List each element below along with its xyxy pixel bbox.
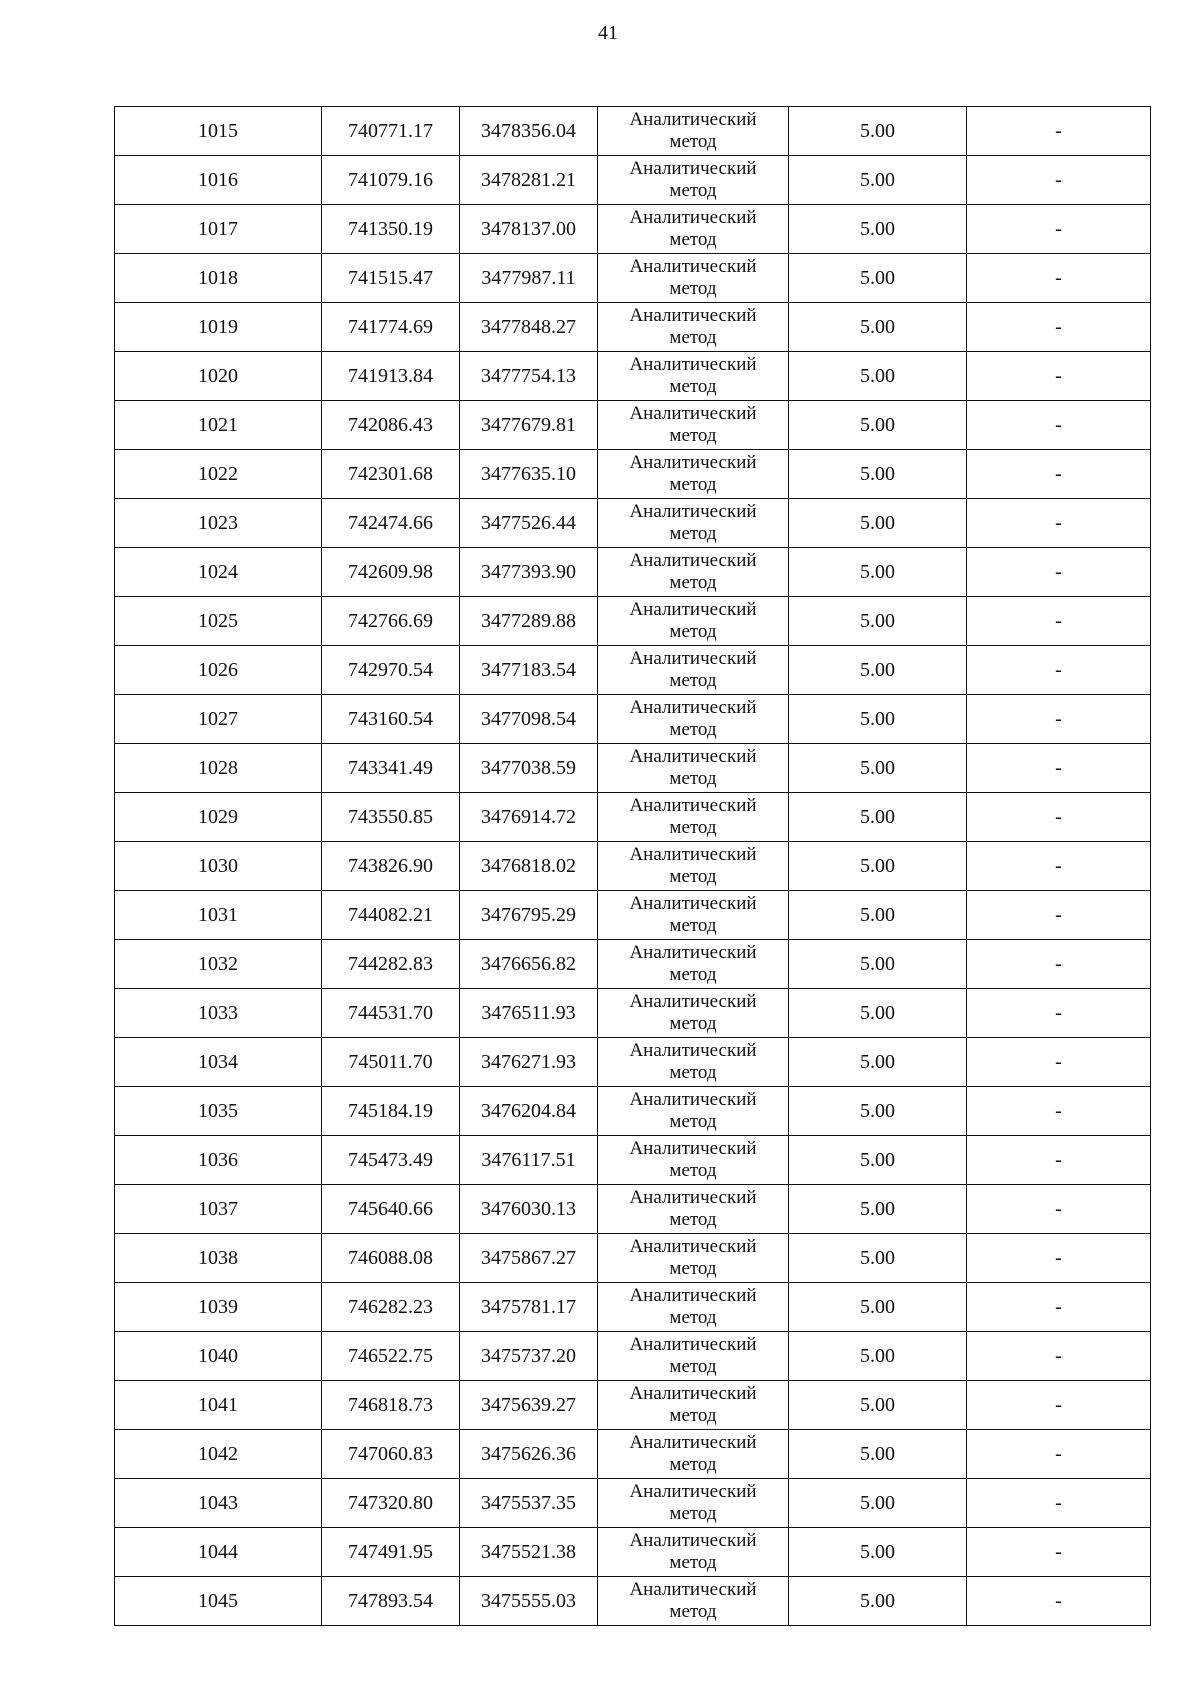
method-line-2: метод (669, 817, 717, 838)
note-cell: - (967, 205, 1151, 254)
note-cell: - (967, 303, 1151, 352)
method-line-2: метод (669, 1503, 717, 1524)
x-coordinate-cell: 746818.73 (322, 1381, 460, 1430)
method-cell (598, 1185, 789, 1234)
method-line-2: метод (669, 1552, 717, 1573)
note-cell: - (967, 1430, 1151, 1479)
method-line-2: метод (669, 180, 717, 201)
method-line-1: Аналитический (629, 697, 757, 718)
x-coordinate-cell: 742474.66 (322, 499, 460, 548)
y-coordinate-cell: 3477987.11 (460, 254, 598, 303)
x-coordinate-cell: 742766.69 (322, 597, 460, 646)
note-cell: - (967, 940, 1151, 989)
y-coordinate-cell: 3477754.13 (460, 352, 598, 401)
method-line-2: метод (669, 425, 717, 446)
point-id-cell: 1026 (115, 646, 322, 695)
method-cell (598, 1234, 789, 1283)
method-line-2: метод (669, 523, 717, 544)
method-line-1: Аналитический (629, 746, 757, 767)
accuracy-cell: 5.00 (789, 989, 967, 1038)
method-line-1: Аналитический (629, 1138, 757, 1159)
y-coordinate-cell: 3475521.38 (460, 1528, 598, 1577)
x-coordinate-cell: 741774.69 (322, 303, 460, 352)
method-line-1: Аналитический (629, 991, 757, 1012)
method-line-1: Аналитический (629, 207, 757, 228)
table-row (115, 1136, 1151, 1185)
note-cell: - (967, 989, 1151, 1038)
accuracy-cell: 5.00 (789, 940, 967, 989)
table-row (115, 450, 1151, 499)
note-cell: - (967, 1577, 1151, 1626)
y-coordinate-cell: 3478356.04 (460, 107, 598, 156)
accuracy-cell: 5.00 (789, 254, 967, 303)
y-coordinate-cell: 3475639.27 (460, 1381, 598, 1430)
accuracy-cell: 5.00 (789, 303, 967, 352)
table-row (115, 254, 1151, 303)
method-line-2: метод (669, 768, 717, 789)
x-coordinate-cell: 742970.54 (322, 646, 460, 695)
point-id-cell: 1024 (115, 548, 322, 597)
accuracy-cell: 5.00 (789, 1185, 967, 1234)
x-coordinate-cell: 747320.80 (322, 1479, 460, 1528)
x-coordinate-cell: 745640.66 (322, 1185, 460, 1234)
y-coordinate-cell: 3476117.51 (460, 1136, 598, 1185)
method-cell (598, 1038, 789, 1087)
point-id-cell: 1027 (115, 695, 322, 744)
method-line-2: метод (669, 1405, 717, 1426)
y-coordinate-cell: 3477526.44 (460, 499, 598, 548)
method-line-2: метод (669, 1454, 717, 1475)
table-row (115, 1087, 1151, 1136)
point-id-cell: 1040 (115, 1332, 322, 1381)
table-row (115, 303, 1151, 352)
method-cell (598, 1381, 789, 1430)
method-line-1: Аналитический (629, 1481, 757, 1502)
method-line-1: Аналитический (629, 1089, 757, 1110)
method-line-1: Аналитический (629, 795, 757, 816)
note-cell: - (967, 352, 1151, 401)
x-coordinate-cell: 740771.17 (322, 107, 460, 156)
accuracy-cell: 5.00 (789, 352, 967, 401)
method-line-2: метод (669, 1258, 717, 1279)
table-row (115, 352, 1151, 401)
y-coordinate-cell: 3477038.59 (460, 744, 598, 793)
y-coordinate-cell: 3476204.84 (460, 1087, 598, 1136)
y-coordinate-cell: 3477098.54 (460, 695, 598, 744)
method-cell (598, 205, 789, 254)
table-row (115, 695, 1151, 744)
method-cell (598, 842, 789, 891)
note-cell: - (967, 1234, 1151, 1283)
note-cell: - (967, 695, 1151, 744)
point-id-cell: 1030 (115, 842, 322, 891)
table-row (115, 1381, 1151, 1430)
method-cell (598, 646, 789, 695)
method-line-2: метод (669, 131, 717, 152)
point-id-cell: 1029 (115, 793, 322, 842)
point-id-cell: 1031 (115, 891, 322, 940)
table-row (115, 499, 1151, 548)
y-coordinate-cell: 3476271.93 (460, 1038, 598, 1087)
method-cell (598, 1283, 789, 1332)
x-coordinate-cell: 745473.49 (322, 1136, 460, 1185)
method-line-1: Аналитический (629, 1236, 757, 1257)
table-row (115, 1185, 1151, 1234)
point-id-cell: 1017 (115, 205, 322, 254)
accuracy-cell: 5.00 (789, 1136, 967, 1185)
method-line-1: Аналитический (629, 648, 757, 669)
accuracy-cell: 5.00 (789, 548, 967, 597)
x-coordinate-cell: 745184.19 (322, 1087, 460, 1136)
y-coordinate-cell: 3477848.27 (460, 303, 598, 352)
note-cell: - (967, 1381, 1151, 1430)
point-id-cell: 1033 (115, 989, 322, 1038)
table-row (115, 548, 1151, 597)
accuracy-cell: 5.00 (789, 205, 967, 254)
method-line-1: Аналитический (629, 1040, 757, 1061)
x-coordinate-cell: 741079.16 (322, 156, 460, 205)
point-id-cell: 1016 (115, 156, 322, 205)
point-id-cell: 1044 (115, 1528, 322, 1577)
note-cell: - (967, 1479, 1151, 1528)
method-line-2: метод (669, 572, 717, 593)
method-line-2: метод (669, 1111, 717, 1132)
table-row (115, 1038, 1151, 1087)
method-line-2: метод (669, 866, 717, 887)
y-coordinate-cell: 3475555.03 (460, 1577, 598, 1626)
x-coordinate-cell: 744082.21 (322, 891, 460, 940)
method-line-1: Аналитический (629, 893, 757, 914)
x-coordinate-cell: 745011.70 (322, 1038, 460, 1087)
accuracy-cell: 5.00 (789, 107, 967, 156)
point-id-cell: 1020 (115, 352, 322, 401)
method-line-2: метод (669, 915, 717, 936)
method-line-2: метод (669, 1356, 717, 1377)
table-row (115, 1332, 1151, 1381)
accuracy-cell: 5.00 (789, 499, 967, 548)
method-line-1: Аналитический (629, 942, 757, 963)
point-id-cell: 1019 (115, 303, 322, 352)
method-cell (598, 499, 789, 548)
accuracy-cell: 5.00 (789, 401, 967, 450)
method-cell (598, 793, 789, 842)
method-cell (598, 303, 789, 352)
method-line-1: Аналитический (629, 599, 757, 620)
table-row (115, 107, 1151, 156)
point-id-cell: 1037 (115, 1185, 322, 1234)
table-row (115, 401, 1151, 450)
y-coordinate-cell: 3475537.35 (460, 1479, 598, 1528)
note-cell: - (967, 793, 1151, 842)
method-cell (598, 548, 789, 597)
point-id-cell: 1021 (115, 401, 322, 450)
point-id-cell: 1022 (115, 450, 322, 499)
accuracy-cell: 5.00 (789, 597, 967, 646)
method-line-2: метод (669, 474, 717, 495)
note-cell: - (967, 646, 1151, 695)
table-row (115, 646, 1151, 695)
method-cell (598, 989, 789, 1038)
table-row (115, 1430, 1151, 1479)
table-body (115, 107, 1151, 1626)
point-id-cell: 1025 (115, 597, 322, 646)
method-line-2: метод (669, 1013, 717, 1034)
method-line-2: метод (669, 278, 717, 299)
y-coordinate-cell: 3476656.82 (460, 940, 598, 989)
table-row (115, 744, 1151, 793)
table-row (115, 1528, 1151, 1577)
method-line-1: Аналитический (629, 1334, 757, 1355)
method-line-2: метод (669, 1062, 717, 1083)
point-id-cell: 1035 (115, 1087, 322, 1136)
y-coordinate-cell: 3476795.29 (460, 891, 598, 940)
method-cell (598, 254, 789, 303)
note-cell: - (967, 1528, 1151, 1577)
x-coordinate-cell: 741350.19 (322, 205, 460, 254)
x-coordinate-cell: 743160.54 (322, 695, 460, 744)
method-line-1: Аналитический (629, 109, 757, 130)
point-id-cell: 1018 (115, 254, 322, 303)
table-row (115, 156, 1151, 205)
table-row (115, 1479, 1151, 1528)
y-coordinate-cell: 3478137.00 (460, 205, 598, 254)
x-coordinate-cell: 747491.95 (322, 1528, 460, 1577)
method-line-2: метод (669, 229, 717, 250)
point-id-cell: 1028 (115, 744, 322, 793)
point-id-cell: 1023 (115, 499, 322, 548)
note-cell: - (967, 401, 1151, 450)
point-id-cell: 1042 (115, 1430, 322, 1479)
method-line-1: Аналитический (629, 550, 757, 571)
note-cell: - (967, 1283, 1151, 1332)
method-cell (598, 450, 789, 499)
method-cell (598, 940, 789, 989)
y-coordinate-cell: 3475626.36 (460, 1430, 598, 1479)
method-line-2: метод (669, 621, 717, 642)
point-id-cell: 1032 (115, 940, 322, 989)
accuracy-cell: 5.00 (789, 1234, 967, 1283)
accuracy-cell: 5.00 (789, 1038, 967, 1087)
point-id-cell: 1015 (115, 107, 322, 156)
y-coordinate-cell: 3476030.13 (460, 1185, 598, 1234)
table-row (115, 1283, 1151, 1332)
accuracy-cell: 5.00 (789, 1528, 967, 1577)
accuracy-cell: 5.00 (789, 793, 967, 842)
method-cell (598, 695, 789, 744)
note-cell: - (967, 499, 1151, 548)
accuracy-cell: 5.00 (789, 450, 967, 499)
accuracy-cell: 5.00 (789, 695, 967, 744)
method-line-2: метод (669, 327, 717, 348)
y-coordinate-cell: 3477635.10 (460, 450, 598, 499)
x-coordinate-cell: 741515.47 (322, 254, 460, 303)
method-line-2: метод (669, 376, 717, 397)
x-coordinate-cell: 744282.83 (322, 940, 460, 989)
point-id-cell: 1045 (115, 1577, 322, 1626)
note-cell: - (967, 597, 1151, 646)
accuracy-cell: 5.00 (789, 744, 967, 793)
table-row (115, 891, 1151, 940)
y-coordinate-cell: 3478281.21 (460, 156, 598, 205)
method-line-1: Аналитический (629, 501, 757, 522)
method-line-2: метод (669, 1209, 717, 1230)
x-coordinate-cell: 741913.84 (322, 352, 460, 401)
y-coordinate-cell: 3475781.17 (460, 1283, 598, 1332)
method-line-1: Аналитический (629, 305, 757, 326)
table-row (115, 793, 1151, 842)
note-cell: - (967, 891, 1151, 940)
x-coordinate-cell: 743826.90 (322, 842, 460, 891)
x-coordinate-cell: 742086.43 (322, 401, 460, 450)
method-line-1: Аналитический (629, 1285, 757, 1306)
method-cell (598, 401, 789, 450)
point-id-cell: 1041 (115, 1381, 322, 1430)
table-row (115, 1234, 1151, 1283)
note-cell: - (967, 548, 1151, 597)
method-line-2: метод (669, 964, 717, 985)
method-cell (598, 891, 789, 940)
point-id-cell: 1034 (115, 1038, 322, 1087)
method-line-1: Аналитический (629, 1579, 757, 1600)
x-coordinate-cell: 746522.75 (322, 1332, 460, 1381)
method-cell (598, 1087, 789, 1136)
table-row (115, 842, 1151, 891)
table-row (115, 940, 1151, 989)
x-coordinate-cell: 744531.70 (322, 989, 460, 1038)
method-line-2: метод (669, 719, 717, 740)
note-cell: - (967, 1087, 1151, 1136)
accuracy-cell: 5.00 (789, 1332, 967, 1381)
method-line-1: Аналитический (629, 403, 757, 424)
accuracy-cell: 5.00 (789, 1283, 967, 1332)
method-cell (598, 597, 789, 646)
y-coordinate-cell: 3476511.93 (460, 989, 598, 1038)
method-cell (598, 744, 789, 793)
accuracy-cell: 5.00 (789, 1577, 967, 1626)
note-cell: - (967, 156, 1151, 205)
accuracy-cell: 5.00 (789, 891, 967, 940)
method-line-2: метод (669, 1601, 717, 1622)
note-cell: - (967, 1038, 1151, 1087)
accuracy-cell: 5.00 (789, 1381, 967, 1430)
method-line-1: Аналитический (629, 1383, 757, 1404)
x-coordinate-cell: 743341.49 (322, 744, 460, 793)
method-line-1: Аналитический (629, 452, 757, 473)
y-coordinate-cell: 3476818.02 (460, 842, 598, 891)
note-cell: - (967, 1185, 1151, 1234)
method-cell (598, 156, 789, 205)
table-row (115, 1577, 1151, 1626)
method-cell (598, 1430, 789, 1479)
method-cell (598, 1479, 789, 1528)
method-cell (598, 1577, 789, 1626)
accuracy-cell: 5.00 (789, 1087, 967, 1136)
x-coordinate-cell: 747893.54 (322, 1577, 460, 1626)
x-coordinate-cell: 746282.23 (322, 1283, 460, 1332)
x-coordinate-cell: 742609.98 (322, 548, 460, 597)
point-id-cell: 1043 (115, 1479, 322, 1528)
accuracy-cell: 5.00 (789, 842, 967, 891)
note-cell: - (967, 744, 1151, 793)
table-row (115, 597, 1151, 646)
accuracy-cell: 5.00 (789, 1479, 967, 1528)
method-line-1: Аналитический (629, 1187, 757, 1208)
point-id-cell: 1036 (115, 1136, 322, 1185)
method-line-1: Аналитический (629, 256, 757, 277)
y-coordinate-cell: 3477183.54 (460, 646, 598, 695)
x-coordinate-cell: 742301.68 (322, 450, 460, 499)
accuracy-cell: 5.00 (789, 646, 967, 695)
note-cell: - (967, 254, 1151, 303)
x-coordinate-cell: 743550.85 (322, 793, 460, 842)
method-line-1: Аналитический (629, 844, 757, 865)
note-cell: - (967, 842, 1151, 891)
method-cell (598, 352, 789, 401)
y-coordinate-cell: 3477289.88 (460, 597, 598, 646)
x-coordinate-cell: 746088.08 (322, 1234, 460, 1283)
note-cell: - (967, 107, 1151, 156)
method-line-1: Аналитический (629, 158, 757, 179)
method-line-2: метод (669, 1160, 717, 1181)
coordinates-table (114, 106, 1151, 1626)
y-coordinate-cell: 3475737.20 (460, 1332, 598, 1381)
accuracy-cell: 5.00 (789, 156, 967, 205)
point-id-cell: 1038 (115, 1234, 322, 1283)
note-cell: - (967, 1332, 1151, 1381)
table-row (115, 989, 1151, 1038)
accuracy-cell: 5.00 (789, 1430, 967, 1479)
method-line-2: метод (669, 670, 717, 691)
y-coordinate-cell: 3477679.81 (460, 401, 598, 450)
note-cell: - (967, 1136, 1151, 1185)
y-coordinate-cell: 3475867.27 (460, 1234, 598, 1283)
method-cell (598, 1332, 789, 1381)
method-line-1: Аналитический (629, 1530, 757, 1551)
method-cell (598, 107, 789, 156)
point-id-cell: 1039 (115, 1283, 322, 1332)
method-line-2: метод (669, 1307, 717, 1328)
y-coordinate-cell: 3477393.90 (460, 548, 598, 597)
method-line-1: Аналитический (629, 354, 757, 375)
x-coordinate-cell: 747060.83 (322, 1430, 460, 1479)
table-row (115, 205, 1151, 254)
method-cell (598, 1528, 789, 1577)
method-cell (598, 1136, 789, 1185)
y-coordinate-cell: 3476914.72 (460, 793, 598, 842)
method-line-1: Аналитический (629, 1432, 757, 1453)
page-number: 41 (598, 22, 618, 44)
note-cell: - (967, 450, 1151, 499)
